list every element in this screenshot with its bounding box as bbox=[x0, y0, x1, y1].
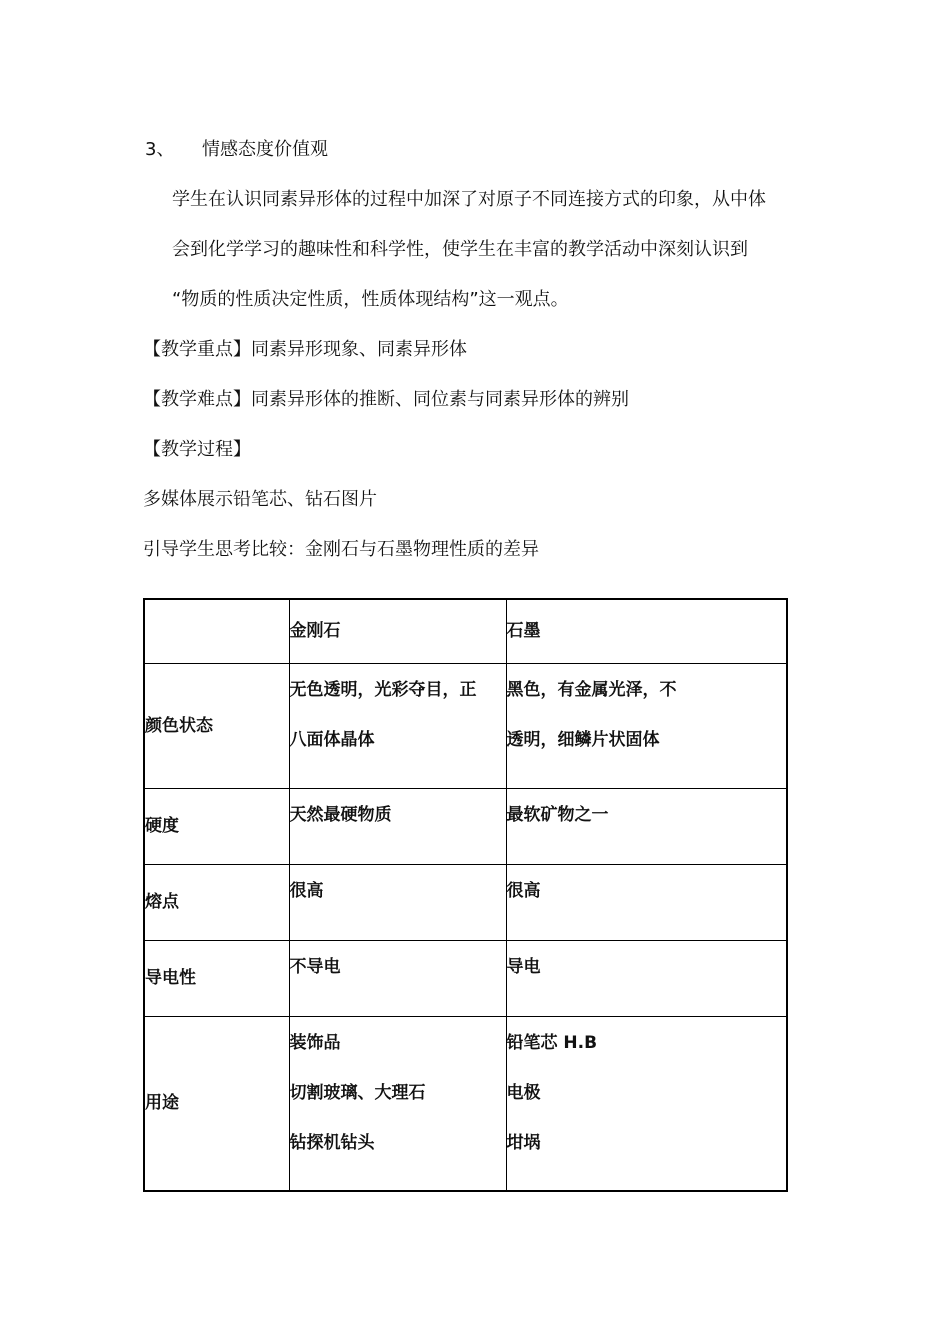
cell-line: 导电 bbox=[506, 956, 541, 977]
process-heading: 【教学过程】 bbox=[143, 439, 251, 460]
difficult-points: 【教学难点】同素异形体的推断、同位素与同素异形体的辨别 bbox=[143, 389, 629, 410]
cell-line: 钻探机钻头 bbox=[289, 1132, 375, 1153]
table-row bbox=[144, 1016, 787, 1191]
cell-line: 不导电 bbox=[289, 956, 341, 977]
cell-line: 最软矿物之一 bbox=[506, 804, 609, 825]
key-points: 【教学重点】同素异形现象、同素异形体 bbox=[143, 339, 467, 360]
cell-line: 八面体晶体 bbox=[289, 729, 375, 750]
cell-line: 黑色，有金属光泽，不 bbox=[506, 679, 677, 700]
header-diamond-cell: 金刚石 bbox=[289, 599, 506, 663]
header-blank-cell bbox=[144, 599, 289, 663]
paragraph-line: “物质的性质决定性质，性质体现结构”这一观点。 bbox=[172, 289, 569, 310]
row-label-conductivity: 导电性 bbox=[144, 940, 289, 1016]
media-line: 多媒体展示铅笔芯、钻石图片 bbox=[143, 489, 377, 510]
diamond-cell bbox=[289, 1016, 506, 1191]
header-graphite-cell: 石墨 bbox=[506, 599, 787, 663]
diamond-cell bbox=[289, 940, 506, 1016]
row-label-color-state: 颜色状态 bbox=[144, 663, 289, 788]
comparison-table bbox=[143, 598, 788, 1192]
table-row bbox=[144, 788, 787, 864]
cell-line: 无色透明，光彩夺目，正 bbox=[289, 679, 477, 700]
graphite-cell bbox=[506, 1016, 787, 1191]
diamond-cell bbox=[289, 864, 506, 940]
graphite-cell bbox=[506, 663, 787, 788]
table-row bbox=[144, 940, 787, 1016]
graphite-cell bbox=[506, 788, 787, 864]
paragraph-line: 学生在认识同素异形体的过程中加深了对原子不同连接方式的印象，从中体 bbox=[172, 189, 766, 210]
section-title: 情感态度价值观 bbox=[202, 139, 328, 160]
guide-line: 引导学生思考比较：金刚石与石墨物理性质的差异 bbox=[143, 539, 539, 560]
section-number: 3、 bbox=[145, 139, 175, 160]
diamond-cell bbox=[289, 663, 506, 788]
diamond-cell bbox=[289, 788, 506, 864]
row-label-hardness: 硬度 bbox=[144, 788, 289, 864]
cell-line: 很高 bbox=[289, 880, 324, 901]
cell-line: 切割玻璃、大理石 bbox=[289, 1082, 426, 1103]
cell-line: 透明，细鳞片状固体 bbox=[506, 729, 660, 750]
table-header-row bbox=[144, 599, 787, 663]
graphite-cell bbox=[506, 864, 787, 940]
cell-line: 很高 bbox=[506, 880, 541, 901]
cell-line: 铅笔芯 H.B bbox=[506, 1032, 598, 1053]
graphite-cell bbox=[506, 940, 787, 1016]
cell-line: 天然最硬物质 bbox=[289, 804, 392, 825]
cell-line: 坩埚 bbox=[506, 1132, 541, 1153]
table-row bbox=[144, 663, 787, 788]
table-row bbox=[144, 864, 787, 940]
cell-line: 电极 bbox=[506, 1082, 541, 1103]
row-label-uses: 用途 bbox=[144, 1016, 289, 1191]
cell-line: 装饰品 bbox=[289, 1032, 341, 1053]
paragraph-line: 会到化学学习的趣味性和科学性，使学生在丰富的教学活动中深刻认识到 bbox=[172, 239, 748, 260]
row-label-melting-point: 熔点 bbox=[144, 864, 289, 940]
